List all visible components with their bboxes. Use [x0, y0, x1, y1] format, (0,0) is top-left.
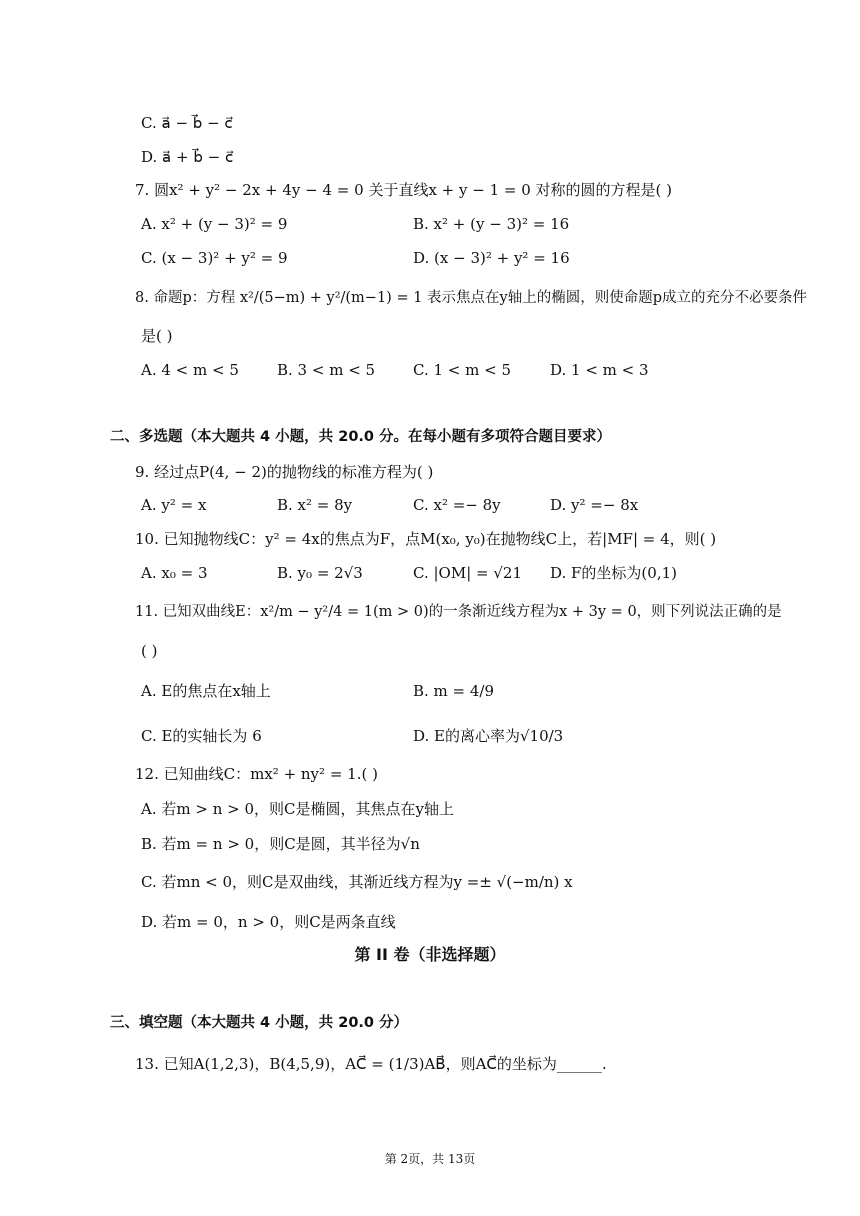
q9-option-b: B. x² = 8y [277, 496, 353, 514]
question-11: 11. 已知双曲线E：x²/m − y²/4 = 1(m > 0)的一条渐近线方程为x + 3y = 0，则下列说法正确的是 [135, 604, 782, 620]
question-13: 13. 已知A(1,2,3)，B(4,5,9)，AC⃗ = (1/3)AB⃗，则AC⃗的坐标为______. [135, 1055, 607, 1073]
section-2-heading: 二、多选题（本大题共 4 小题，共 20.0 分。在每小题有多项符合题目要求） [110, 429, 612, 445]
question-11-cont: ( ) [141, 642, 158, 660]
q12-option-d: D. 若m = 0，n > 0，则C是两条直线 [141, 913, 396, 931]
q8-option-a: A. 4 < m < 5 [141, 361, 239, 379]
q9-option-c: C. x² =− 8y [413, 496, 501, 514]
q6-option-d: D. a⃗ + b⃗ − c⃗ [141, 148, 234, 166]
q11-option-b: B. m = 4/9 [413, 682, 495, 700]
question-10: 10. 已知抛物线C：y² = 4x的焦点为F，点M(x₀, y₀)在抛物线C上，若|MF| = 4，则( ) [135, 530, 717, 548]
q8-option-d: D. 1 < m < 3 [550, 361, 649, 379]
q11-option-a: A. E的焦点在x轴上 [141, 682, 271, 700]
question-8-cont: 是( ) [141, 327, 173, 345]
part-2-title: 第 II 卷（非选择题） [354, 945, 506, 964]
q12-option-a: A. 若m > n > 0，则C是椭圆，其焦点在y轴上 [141, 800, 454, 818]
q10-option-a: A. x₀ = 3 [141, 564, 208, 582]
page-footer: 第 2页，共 13页 [384, 1152, 476, 1166]
q8-option-b: B. 3 < m < 5 [277, 361, 376, 379]
q10-option-b: B. y₀ = 2√3 [277, 564, 363, 582]
q7-option-d: D. (x − 3)² + y² = 16 [413, 249, 570, 267]
q10-option-d: D. F的坐标为(0,1) [550, 564, 677, 582]
question-12: 12. 已知曲线C：mx² + ny² = 1.( ) [135, 765, 378, 783]
q11-option-d: D. E的离心率为√10/3 [413, 727, 564, 745]
q10-option-c: C. |OM| = √21 [413, 564, 522, 582]
question-9: 9. 经过点P(4, − 2)的抛物线的标准方程为( ) [135, 463, 434, 481]
section-3-heading: 三、填空题（本大题共 4 小题，共 20.0 分） [110, 1015, 409, 1031]
q6-option-c: C. a⃗ − b⃗ − c⃗ [141, 114, 233, 132]
question-7: 7. 圆x² + y² − 2x + 4y − 4 = 0 关于直线x + y − 1 = 0 对称的圆的方程是( ) [135, 181, 673, 199]
q9-option-a: A. y² = x [141, 496, 207, 514]
q9-option-d: D. y² =− 8x [550, 496, 639, 514]
question-8: 8. 命题p：方程 x²/(5−m) + y²/(m−1) = 1 表示焦点在y轴上的椭圆，则使命题p成立的充分不必要条件 [135, 290, 808, 306]
q12-option-b: B. 若m = n > 0，则C是圆，其半径为√n [141, 835, 420, 853]
q7-option-a: A. x² + (y − 3)² = 9 [141, 215, 288, 233]
q12-option-c: C. 若mn < 0，则C是双曲线，其渐近线方程为y =± √(−m/n) x [141, 873, 573, 891]
q7-option-b: B. x² + (y − 3)² = 16 [413, 215, 570, 233]
q7-option-c: C. (x − 3)² + y² = 9 [141, 249, 288, 267]
q11-option-c: C. E的实轴长为 6 [141, 727, 262, 745]
q8-option-c: C. 1 < m < 5 [413, 361, 511, 379]
